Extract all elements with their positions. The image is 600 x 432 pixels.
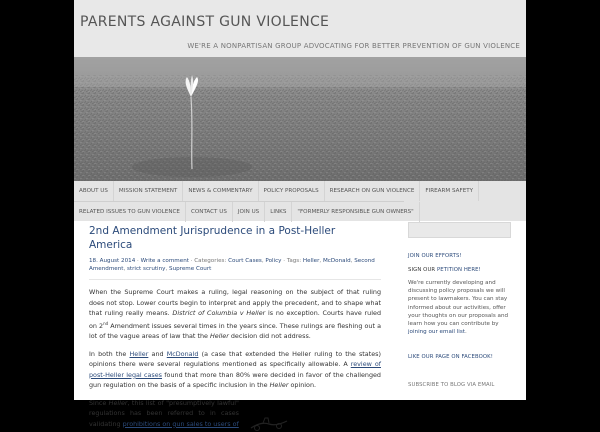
post-paragraph-1 bbox=[89, 287, 381, 342]
category-court-cases[interactable]: Court Cases bbox=[228, 258, 262, 264]
tag-mcdonald[interactable]: McDonald bbox=[322, 258, 351, 264]
case-name: Heller bbox=[108, 398, 128, 407]
subscribe-heading: SUBSCRIBE TO BLOG VIA EMAIL bbox=[408, 382, 495, 389]
main-navigation bbox=[74, 181, 526, 221]
sidebar-intro-text bbox=[408, 279, 511, 336]
text: In both the bbox=[89, 349, 130, 358]
case-name: Heller bbox=[269, 381, 289, 390]
text: We're currently developing and discussing policy proposals we will present to lawmakers. You can stay informed about our activities, offer your thoughts on our proposals and learn how you can contribute by bbox=[408, 280, 509, 328]
legal-cases-review-link[interactable]: review of post-Heller legal cases bbox=[89, 360, 381, 379]
nav-row-primary bbox=[74, 181, 526, 201]
categories-label: · Categories: bbox=[188, 258, 229, 264]
petition-link[interactable]: PETITION HERE! bbox=[437, 267, 481, 273]
mcdonald-link[interactable]: McDonald bbox=[166, 349, 199, 358]
text: When the Supreme Court makes a ruling, legal reasoning on the subject of that ruling does not stop. Lower courts begin to interpret and apply the precedent, and to shape what that ruling really means. bbox=[89, 288, 381, 317]
nav-item-join-us[interactable]: JOIN US bbox=[233, 202, 265, 222]
page-container bbox=[74, 0, 526, 428]
tags-label: · Tags: bbox=[281, 258, 303, 264]
prohibitions-link[interactable]: prohibitions on gun sales to users of bbox=[122, 419, 239, 428]
post-paragraph-3 bbox=[89, 398, 239, 430]
case-name: Heller bbox=[209, 332, 229, 341]
meta-comma: , bbox=[350, 258, 355, 264]
flower-photo bbox=[74, 57, 526, 181]
text: is no exception. Courts have ruled on 2 bbox=[89, 309, 382, 330]
text: opinion. bbox=[288, 381, 317, 390]
header-banner-image bbox=[74, 57, 526, 181]
meta-comma: , bbox=[261, 258, 266, 264]
heller-link[interactable]: Heller bbox=[129, 349, 149, 358]
petition-prefix: SIGN OUR bbox=[408, 267, 437, 273]
search-input[interactable] bbox=[408, 222, 511, 238]
text: found that more than 80% were decided in favor of the challenged gun regulation on the basis of a specific inclusion in the bbox=[89, 370, 381, 390]
main-content bbox=[89, 224, 381, 429]
meta-comma: , bbox=[319, 258, 323, 264]
meta-comma: , bbox=[165, 266, 170, 272]
post-meta bbox=[89, 257, 381, 280]
nav-item-firearm-safety[interactable]: FIREARM SAFETY bbox=[420, 181, 479, 201]
post-paragraph-3-wrap bbox=[89, 398, 381, 430]
site-description: WE'RE A NONPARTISAN GROUP ADVOCATING FOR BETTER PREVENTION OF GUN VIOLENCE bbox=[187, 42, 520, 50]
nav-item-about-us[interactable]: ABOUT US bbox=[74, 181, 114, 201]
site-title[interactable]: PARENTS AGAINST GUN VIOLENCE bbox=[80, 14, 330, 30]
meta-comma: , bbox=[123, 266, 128, 272]
email-list-link[interactable]: joining our email list bbox=[408, 329, 465, 336]
nav-item-news-commentary[interactable]: NEWS & COMMENTARY bbox=[183, 181, 258, 201]
site-header bbox=[74, 0, 526, 57]
nav-item-mission-statement[interactable]: MISSION STATEMENT bbox=[114, 181, 183, 201]
text: (a case that extended the Heller ruling to the states) opinions there were several regulations mentioned as specifically allowable. A bbox=[89, 349, 381, 369]
tag-heller[interactable]: Heller bbox=[302, 258, 320, 264]
join-efforts-heading: JOIN OUR EFFORTS! bbox=[408, 253, 462, 259]
text: Since bbox=[89, 398, 109, 407]
case-name: District of Columbia v Heller bbox=[172, 309, 266, 317]
facebook-link[interactable]: LIKE OUR PAGE ON FACEBOOK! bbox=[408, 354, 493, 361]
tag-second-amendment[interactable]: Second Amendment bbox=[89, 258, 375, 272]
post-title[interactable]: 2nd Amendment Jurisprudence in a Post-Heller America bbox=[89, 225, 336, 251]
nav-item-contact-us[interactable]: CONTACT US bbox=[186, 202, 233, 222]
nav-item-policy-proposals[interactable]: POLICY PROPOSALS bbox=[259, 181, 325, 201]
nav-item-links[interactable]: LINKS bbox=[265, 202, 292, 222]
meta-separator: · bbox=[135, 258, 141, 264]
historical-illustration bbox=[249, 412, 289, 432]
text: , this list of "presumptively lawful" regulations has been referred to in cases validating bbox=[89, 398, 239, 428]
category-policy[interactable]: Policy bbox=[265, 258, 282, 264]
text: decision did not address. bbox=[228, 332, 311, 341]
write-comment-link[interactable]: Write a comment bbox=[140, 258, 189, 264]
text: and bbox=[148, 349, 167, 358]
text: Amendment issues several times in the years since. These rulings are fleshing out a lot of the vague areas of law that the bbox=[89, 321, 381, 341]
tag-supreme-court[interactable]: Supreme Court bbox=[169, 266, 212, 272]
nav-item-formerly-responsible[interactable]: "FORMERLY RESPONSIBLE GUN OWNERS" bbox=[292, 202, 419, 222]
nav-row-secondary bbox=[74, 201, 414, 221]
post-paragraph-2 bbox=[89, 349, 381, 391]
post-date-link[interactable]: 18. August 2014 bbox=[89, 258, 136, 264]
text: . bbox=[464, 329, 467, 336]
petition-line bbox=[408, 266, 511, 274]
tag-strict-scrutiny[interactable]: strict scrutiny bbox=[127, 266, 166, 272]
sidebar bbox=[408, 222, 511, 389]
nav-item-related-issues[interactable]: RELATED ISSUES TO GUN VIOLENCE bbox=[74, 202, 186, 222]
superscript: nd bbox=[103, 320, 109, 326]
nav-item-research[interactable]: RESEARCH ON GUN VIOLENCE bbox=[325, 181, 421, 201]
